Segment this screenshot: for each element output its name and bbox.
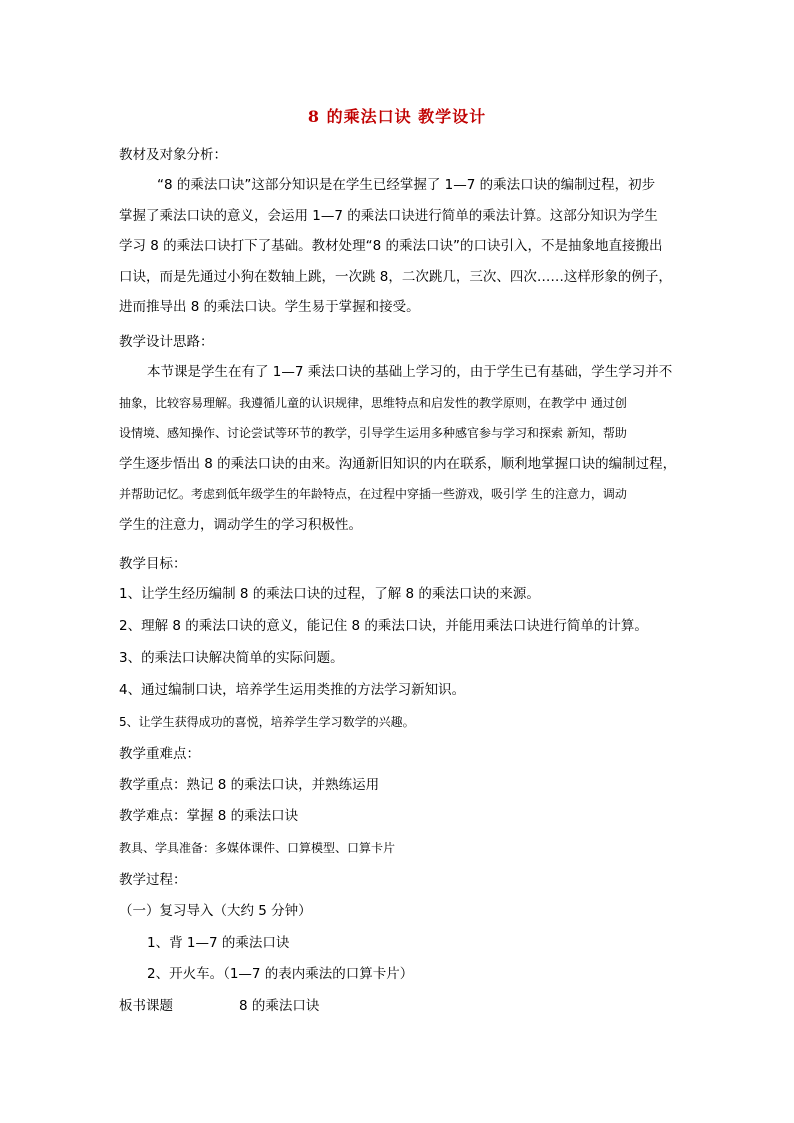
section-heading-goals: 教学目标： (119, 556, 187, 572)
section-heading-analysis: 教材及对象分析： (119, 147, 227, 163)
section-heading-design: 教学设计思路： (119, 334, 214, 350)
paragraph-design (119, 357, 679, 540)
goal-item: 3、的乘法口诀解决简单的实际问题。 (119, 650, 344, 666)
difficult-point: 教学难点：掌握 8 的乘法口诀 (119, 808, 299, 824)
goal-item: 5、让学生获得成功的喜悦，培养学生学习数学的兴趣。 (119, 715, 415, 729)
paragraph-line: 抽象，比较容易理解。我遵循儿童的认识规律，思维特点和启发性的教学原则，在教学中 通过创 (119, 395, 627, 410)
paragraph-line: 口诀，而是先通过小狗在数轴上跳，一次跳 8，二次跳几，三次、四次……这样形象的例子， (119, 268, 672, 285)
paragraph-line: 设情境、感知操作、讨论尝试等环节的教学，引导学生运用多种感官参与学习和探索 新知，帮助 (119, 426, 627, 440)
process-step: （一）复习导入（大约 5 分钟） (119, 903, 312, 919)
section-heading-process: 教学过程： (119, 872, 187, 888)
process-substep: 1、背 1—7 的乘法口诀 (147, 935, 290, 951)
paragraph-line: 学生的注意力，调动学生的学习积极性。 (119, 516, 362, 533)
goal-item: 2、理解 8 的乘法口诀的意义，能记住 8 的乘法口诀，并能用乘法口诀进行简单的计算。 (119, 618, 648, 634)
paragraph-line: 并帮助记忆。考虑到低年级学生的年龄特点，在过程中穿插一些游戏，吸引学 生的注意力，调动 (119, 487, 627, 501)
paragraph-line: 学生逐步悟出 8 的乘法口诀的由来。沟通新旧知识的内在联系，顺利地掌握口诀的编制过程， (119, 455, 677, 472)
paragraph-line: 本节课是学生在有了 1—7 乘法口诀的基础上学习的，由于学生已有基础，学生学习并不 (147, 364, 673, 380)
paragraph-line: 掌握了乘法口诀的意义，会运用 1—7 的乘法口诀进行简单的乘法计算。这部分知识为学生 (119, 207, 658, 224)
paragraph-analysis (119, 170, 679, 323)
goal-item: 1、让学生经历编制 8 的乘法口诀的过程，了解 8 的乘法口诀的来源。 (119, 586, 540, 602)
paragraph-line: “8 的乘法口诀”这部分知识是在学生已经掌握了 1—7 的乘法口诀的编制过程，初步 (157, 177, 656, 193)
process-substep: 2、开火车。（1—7 的表内乘法的口算卡片） (147, 966, 414, 982)
goal-item: 4、通过编制口诀，培养学生运用类推的方法学习新知识。 (119, 682, 466, 698)
paragraph-line: 学习 8 的乘法口诀打下了基础。教材处理“8 的乘法口诀”的口诀引入，不是抽象地直接搬出 (119, 238, 663, 254)
document-title: 8 的乘法口诀 教学设计 (307, 107, 487, 126)
key-point: 教学重点：熟记 8 的乘法口诀，并熟练运用 (119, 777, 380, 793)
tools-prep: 教具、学具准备：多媒体课件、口算模型、口算卡片 (119, 841, 396, 855)
paragraph-line: 进而推导出 8 的乘法口诀。学生易于掌握和接受。 (119, 299, 420, 315)
board-title-label: 板书课题 (119, 998, 173, 1014)
board-title (119, 996, 319, 1016)
section-heading-key-points: 教学重难点： (119, 746, 200, 762)
board-title-value: 8 的乘法口诀 (239, 998, 320, 1014)
